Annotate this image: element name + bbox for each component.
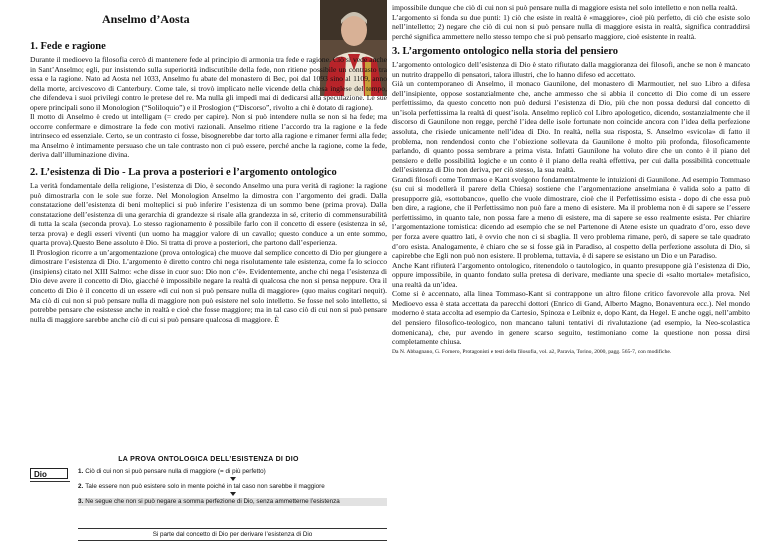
paragraph: Come si è accennato, alla linea Tommaso-Kant si contrappone un altro filone critico favorevole alla prova. Nel Medioevo essa è stata accettata da parecchi dottori (Enrico di Gand, Alberto Magno, Bonaventura ecc.). Nel mondo moderno è stata accolta ad esempio da Cartesio, Spinoza e Leibniz e, dopo Kant, da Hegel. E anche oggi, nell’ambito del pensiero filosofico-teologico, non mancano taluni tentativi di rivalutazione (ad esempio, la Neo-scolastica domenicana), che, pur avendo in genere scarso seguito, testimoniano come la questione non possa dirsi completamente chiusa. bbox=[392, 289, 750, 347]
diagram-title: LA PROVA ONTOLOGICA DELL’ESISTENZA DI DIO bbox=[118, 456, 299, 463]
paragraph: Grandi filosofi come Tommaso e Kant svolgono fondamentalmente le intuizioni di Gaunilone. Ad esempio Tommaso (su cui si modellerà il parere della Chiesa) sostiene che l’argomentazione anselmiana è valida solo a patto di presupporre già, «sottobanco», quello che vuole dimostrare, cioè che il Perfettissimo esista - dopo di che essa può ben dire, a ragione, che il Perfettissimo non può fare a meno di esistere. Ma il problema non è di sapere se l’essere perfettissimo, in quanto tale, non possa fare a meno di esistere, ma di sapere se esso realmente esista. Per chiarire l’argomentazione tomistica: dicendo ad esempio che se nel Partenone di Atene esiste un quadrato d’oro, esso deve per forza avere quattro lati, è ovvio che non ci si sbaglia. Il vero problema rimane, però, di sapere se tale quadrato d’oro esista. Analogamente, è chiaro che se si fosse già in Paradiso, al cospetto della perfezione assoluta di Dio, si capirebbe che Egli non può non esistere. Il problema, tuttavia, è di sapere se esistano un Dio e un Paradiso. bbox=[392, 174, 750, 261]
page-title: Anselmo d’Aosta bbox=[102, 12, 190, 26]
ontological-proof-diagram bbox=[30, 456, 387, 541]
diagram-step: 1. Ciò di cui non si può pensare nulla di maggiore (= di più perfetto) bbox=[78, 468, 266, 475]
paragraph: Già un contemporaneo di Anselmo, il monaco Gaunilone, del monastero di Marmoutier, nel suo Libro a difesa dell’insipiente, oppose sostanzialmente che, anche ammesso che si abbia il concetto di Dio come di un essere perfettissimo, da questo concetto non può dedursi l’esistenza di Dio, più che non possa dedursi dal concetto di un’isola perfettissima la realtà di quest’isola. Anselmo replicò col Libro apologetico, dicendo, sostanzialmente che il discorso di Gaunilone non regge, perché l’idea delle isole fortunate non coincide ancora con l’idea della perfezione assoluta, che risiede unicamente nell’idea di Dio. In realtà, nella sua risposta, S. Anselmo «svicola» di fatto il problema, non rendendosi conto che l’obiezione sollevata da Gaunilone è molto più profonda, filosoficamente parlando, di quanto possa sembrare a prima vista. Infatti Gaunilone ha voluto dire che un conto è il piano del pensiero e delle possibilità logiche e un conto è il piano della realtà effettiva, per cui dalla possibilità concettuale dell’esistenza di Dio non deriva, per ciò stesso, la sua realtà. bbox=[392, 79, 750, 175]
section-heading-1: 1. Fede e ragione bbox=[30, 41, 106, 52]
arrow-down-icon bbox=[230, 492, 236, 496]
diagram-step: 3. Ne segue che non si può negare a somma perfezione di Dio, senza ammetterne l’esistenza bbox=[78, 498, 387, 506]
section-heading-2: 2. L’esistenza di Dio - La prova a posteriori e l’argomento ontologico bbox=[30, 167, 337, 179]
paragraph: Anche Kant rifiuterà l’argomento ontologico, ritenendolo o tautologico, in quanto presuppone già l’esistenza di Dio, oppure impossibile, in quanto fondato sulla pretesa di derivare, mediante una specie di «salto mortale» metafisico, una realtà da un’idea. bbox=[392, 260, 750, 289]
arrow-down-icon bbox=[230, 477, 236, 481]
paragraph: La verità fondamentale della religione, l’esistenza di Dio, è secondo Anselmo una pura verità di ragione: la ragione può dimostrarla con le sole sue forze. Nel Monologion Anselmo la dimostra con l’argomento dei gradi. Dalla constatazione dell’esistenza di beni molteplici si può inferire l’esistenza di un sommo bene (prima prova). Dalla constatazione dell’esistenza di una gerarchia di grandezze si risale alla grandezza in sé, criterio di commensurabilità di tutta la scala (seconda prova). Lo stesso ragionamento è possibile farlo con il concetto di essere (esistenza in sé, terza prova) e degli esseri viventi (un uomo ha maggior valore di un cavallo; questo conduce a un ente sommo, quarta prova).Questo Bene assoluto è Dio. Si tratta di prove a posteriori, che partono dall’esperienza. bbox=[30, 181, 387, 248]
diagram-step: 2. Tale essere non può esistere solo in mente poiché in tal caso non sarebbe il maggiore bbox=[78, 483, 325, 490]
paragraph: L’argomento ontologico dell’esistenza di Dio è stato rifiutato dalla maggioranza dei filosofi, anche se non è mancato un nutrito drappello di pensatori, talora illustri, che lo hanno difeso ed accettato. bbox=[392, 60, 750, 79]
footnote: Da N. Abbagnano, G. Fornero, Protagonisti e testi della filosofia, vol. a2, Paravia, Torino, 2000, pagg. 565-7, con modifiche. bbox=[392, 348, 672, 355]
diagram-label-god: Dio bbox=[30, 468, 68, 479]
paragraph: Durante il medioevo la filosofia cercò di mantenere fede al principio di armonia tra fede e ragione. Ciò si vede anche in Sant’Anselmo; egli, pur insistendo sulla superiorità indiscutibile della fede, non ritiene possibile un contrasto tra essa e la ragione. Nato ad Aosta nel 1033, Anselmo fu abate del monastero di Bec, poi dal 1093 sino al 1109, anno della morte, arcivescovo di Canterbury. Come tale, si trovò implicato nelle vicende della chiesa inglese del tempo, che difendeva i suoi privilegi contro le pretese del re. Ma nulla gli impedì mai di dedicarsi alla speculazione. Le sue opere principali sono il Monologion (“Soliloquio”) e il Proslogion (“Discorso”, rivolto a chi è dotato di ragione). bbox=[30, 55, 387, 112]
paragraph: Il Proslogion ricorre a un’argomentazione (prova ontologica) che muove dal semplice concetto di Dio per giungere a dimostrare l’esistenza di Dio. L’argomento è diretto contro chi nega risolutamente tale esistenza, come fa lo sciocco (insipiens) citato nel XIII Salmo: «che disse in cuor suo: Dio non c’è». Evidentemente, anche chi nega l’esistenza di Dio deve avere il concetto di Dio, giacché è impossibile negare la realtà di qualcosa che non si pensa neppure. Ora il concetto di Dio è il concetto di un essere «di cui non si può pensare nulla di maggiore» (quo maius cogitari nequit). Ma ciò di cui non si può pensare nulla di maggiore non può esistere nel solo intelletto. Se fosse nel solo intelletto, si potrebbe pensare che esistesse anche in realtà e cioè che fosse maggiore; ma in tal caso ciò di cui non si può pensare nulla di maggiore sarebbe anche ciò di cui si può pensare qualcosa di maggiore. È bbox=[30, 247, 387, 324]
paragraph: L’argomento si fonda su due punti: 1) ciò che esiste in realtà è «maggiore», cioè più perfetto, di ciò che esiste solo nell’intelletto; 2) negare che ciò di cui non si può pensare nulla di maggiore esista in realtà, significa contraddirsi perché significa ammettere nello stesso tempo che si può pensarlo maggiore, cioè esistente in realtà. bbox=[392, 12, 750, 41]
paragraph: Il motto di Anselmo è credo ut intelligam (= credo per capire). Non si può intendere nulla se non si ha fede; ma occorre confermare e dimostrare la fede con motivi razionali. Anselmo ritiene l’accordo tra la ragione e la fede intrinseco ed essenziale. Certo, se un contrasto ci fosse, bisognerebbe dar torto alla ragione e rimaner fermi alla fede; ma Anselmo è intimamente persuaso che un tale contrasto non ci può essere, perché anche la ragione, come la fede, deriva dall’illuminazione divina. bbox=[30, 112, 387, 160]
paragraph: impossibile dunque che ciò di cui non si può pensare nulla di maggiore esista nel solo intelletto e non nella realtà. bbox=[392, 3, 738, 12]
divider bbox=[30, 481, 70, 482]
diagram-conclusion: Si parte dal concetto di Dio per derivare l’esistenza di Dio bbox=[78, 528, 387, 541]
section-heading-3: 3. L’argomento ontologico nella storia del pensiero bbox=[392, 46, 619, 58]
